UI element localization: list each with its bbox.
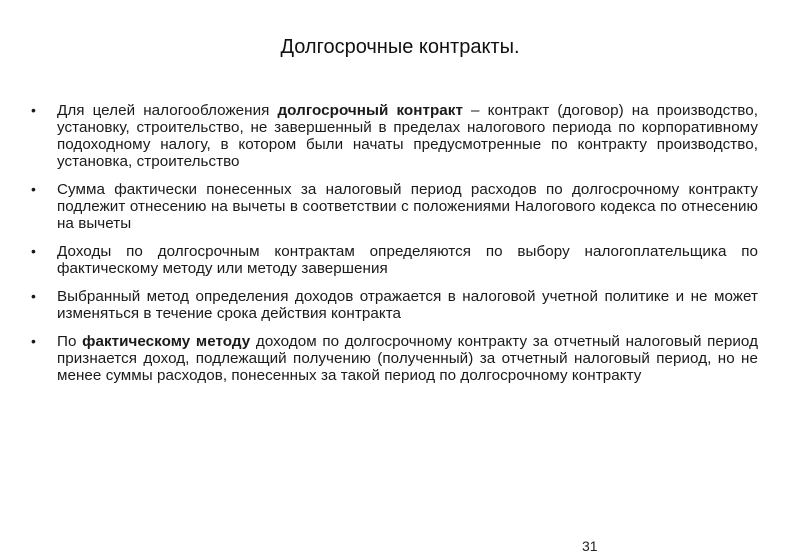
bullet-text-part: – контракт (договор) на производство, установку, строительство, не завершенный в пределах налогового периода по корпоративному подоходному налогу, в котором были начаты предусмотренные по контракту производство, установка, строительство	[57, 102, 758, 170]
bullet-marker: •	[31, 181, 36, 197]
bullet-item	[31, 243, 758, 277]
bullet-item	[31, 181, 758, 232]
bullet-text-part: доходом по долгосрочному контракту за отчетный налоговый период признается доход, подлежащий получению (полученный) за отчетный налоговый период, но не менее суммы расходов, понесенных за такой период по долгосрочному контракту	[57, 333, 758, 384]
bullet-text-part: Выбранный метод определения доходов отражается в налоговой учетной политике и не может изменяться в течение срока действия контракта	[57, 288, 758, 322]
bullet-marker: •	[31, 243, 36, 259]
bullet-text-part: Сумма фактически понесенных за налоговый период расходов по долгосрочному контракту подлежит отнесению на вычеты в соответствии с положениями Налогового кодекса по отнесению на вычеты	[57, 181, 758, 232]
page-number: 31	[582, 538, 598, 554]
bullet-item	[31, 102, 758, 170]
slide-title: Долгосрочные контракты.	[280, 36, 520, 58]
bullet-text	[57, 288, 758, 322]
bullet-text	[57, 102, 758, 170]
bullet-list	[31, 102, 758, 395]
bullet-term: долгосрочный контракт	[277, 102, 463, 119]
bullet-text-part: Доходы по долгосрочным контрактам определяются по выбору налогоплательщика по фактическому методу или методу завершения	[57, 243, 758, 277]
bullet-term: фактическому методу	[82, 333, 251, 350]
bullet-text	[57, 333, 758, 384]
bullet-marker: •	[31, 333, 36, 349]
bullet-text-part: Для целей налогообложения	[57, 102, 278, 119]
bullet-text	[57, 181, 758, 232]
bullet-item	[31, 288, 758, 322]
bullet-text	[57, 243, 758, 277]
bullet-item	[31, 333, 758, 384]
bullet-marker: •	[31, 102, 36, 118]
bullet-marker: •	[31, 288, 36, 304]
bullet-text-part: По	[57, 333, 83, 350]
